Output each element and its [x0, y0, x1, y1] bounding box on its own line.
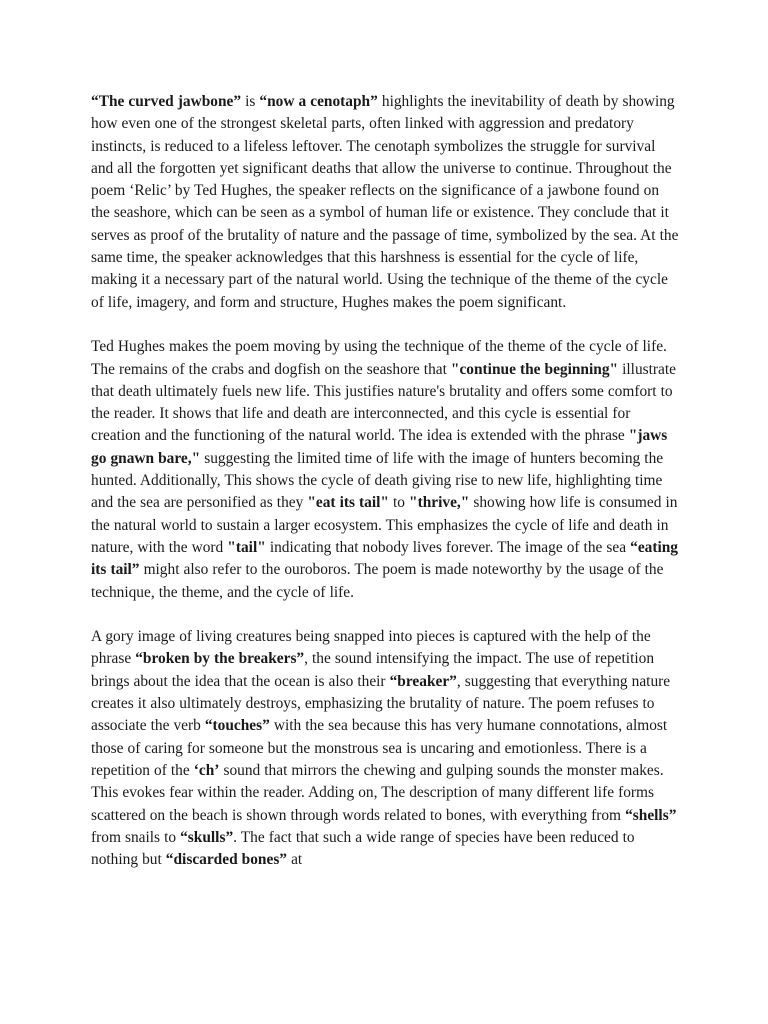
quoted-phrase: "continue the beginning" [450, 360, 619, 378]
quoted-phrase: "eat its tail" [307, 494, 389, 512]
quoted-phrase: “skulls” [180, 828, 234, 846]
text-run: is [241, 93, 260, 110]
text-run: sound that mirrors the chewing and gulping sounds the monster makes. This evokes fear within the reader. Adding on, The description of many different life forms scattered on the beach is shown through words related to bones, with everything from [91, 761, 664, 824]
quoted-phrase: “shells” [625, 806, 677, 824]
text-run: from snails to [91, 828, 181, 846]
quoted-phrase: “breaker” [389, 672, 457, 690]
text-run: . The fact that such a wide range of species have been reduced to nothing but [91, 828, 635, 869]
quoted-phrase: “broken by the breakers” [135, 650, 305, 668]
text-run: indicating that nobody lives forever. The image of the sea [265, 538, 631, 556]
quoted-phrase: “discarded bones” [165, 851, 288, 869]
text-run: to [388, 494, 410, 512]
text-run: illustrate that death ultimately fuels new life. This justifies nature's brutality and offers some comfort to the reader. It shows that life and death are interconnected, and this cycle is essential for creation and the functioning of the natural world. The idea is extended with the phrase [91, 360, 676, 445]
quoted-phrase: “touches” [204, 717, 270, 735]
text-run: might also refer to the ouroboros. The poem is made noteworthy by the usage of the technique, the theme, and the cycle of life. [91, 561, 664, 601]
text-run: , the sound intensifying the impact. The use of repetition brings about the idea that the ocean is also their [91, 650, 655, 690]
quoted-phrase: "jaws go gnawn bare," [91, 427, 668, 467]
text-run: A gory image of living creatures being snapped into pieces is captured with the help of the phrase [91, 628, 651, 668]
document-body [91, 91, 681, 894]
text-run: with the sea because this has very humane connotations, almost those of caring for someone but the monstrous sea is uncaring and emotionless. There is a repetition of the [91, 717, 668, 779]
text-run: , suggesting that everything nature creates it also ultimately destroys, emphasizing the brutality of nature. The poem refuses to associate the verb [91, 672, 671, 735]
paragraph-intro [91, 91, 681, 314]
text-run: suggesting the limited time of life with the image of hunters becoming the hunted. Additionally, This shows the cycle of death giving rise to new life, highlighting time and the sea are personified as they [91, 449, 664, 512]
text-run: showing how life is consumed in the natural world to sustain a larger ecosystem. This emphasizes the cycle of life and death in nature, with the word [91, 494, 678, 556]
quoted-phrase: “The curved jawbone” [91, 93, 242, 110]
paragraph-cycle-of-life [91, 336, 681, 604]
quoted-phrase: “now a cenotaph” [259, 93, 378, 110]
quoted-phrase: "tail" [227, 538, 266, 556]
text-run: highlights the inevitability of death by showing how even one of the strongest skeletal parts, often linked with aggression and predatory instincts, is reduced to a lifeless leftover. The cenotaph symbolizes the struggle for survival and all the forgotten yet significant deaths that allow the universe to continue. Throughout the poem ‘Relic’ by Ted Hughes, the speaker reflects on the significance of a jawbone found on the seashore, which can be seen as a symbol of human life or existence. They conclude that it serves as proof of the brutality of nature and the passage of time, symbolized by the sea. At the same time, the speaker acknowledges that this harshness is essential for the cycle of life, making it a necessary part of the natural world. Using the technique of the theme of the cycle of life, imagery, and form and structure, Hughes makes the poem significant. [91, 93, 679, 311]
text-run: Ted Hughes makes the poem moving by using the technique of the theme of the cycle of life. The remains of the crabs and dogfish on the seashore that [91, 338, 667, 378]
paragraph-imagery [91, 626, 681, 871]
quoted-phrase: ‘ch’ [193, 761, 220, 779]
quoted-phrase: "thrive," [409, 494, 470, 512]
text-run: at [287, 851, 303, 869]
quoted-phrase: “eating its tail” [91, 538, 679, 579]
